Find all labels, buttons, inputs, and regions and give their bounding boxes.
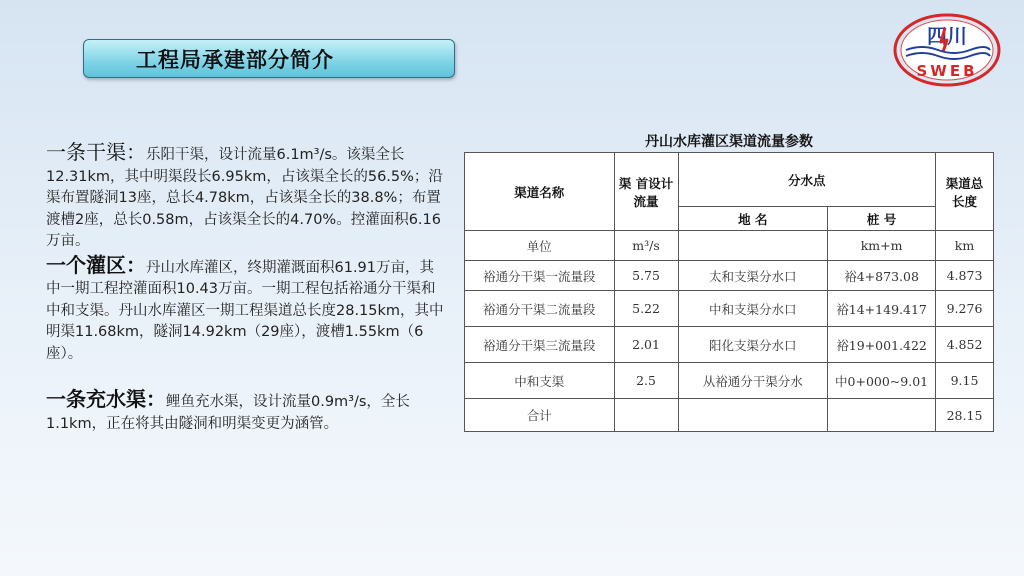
row-place-cell: 中和支渠分水口 (678, 291, 828, 327)
water-filling-canal-paragraph (46, 389, 448, 435)
row-flow-cell: 2.01 (614, 327, 678, 363)
page-title: 工程局承建部分简介 (136, 47, 334, 72)
row-length-cell: 4.873 (936, 261, 994, 291)
row-place-cell: 从裕通分干渠分水 (678, 363, 828, 399)
total-station-cell (828, 399, 936, 432)
total-name-cell: 合计 (465, 399, 615, 432)
table-row (465, 327, 994, 363)
water-filling-canal-heading: 一条充水渠： (46, 387, 166, 411)
col-header-place: 地 名 (678, 207, 828, 231)
unit-label-cell: 单位 (465, 231, 615, 261)
table-total-row (465, 399, 994, 432)
col-header-name: 渠道名称 (465, 153, 615, 231)
total-length-cell: 28.15 (936, 399, 994, 432)
row-length-cell: 9.276 (936, 291, 994, 327)
row-place-cell: 阳化支渠分水口 (678, 327, 828, 363)
table-row (465, 363, 994, 399)
table-row (465, 261, 994, 291)
unit-place-cell (678, 231, 828, 261)
irrigation-area-heading: 一个灌区： (46, 252, 146, 277)
row-place-cell: 太和支渠分水口 (678, 261, 828, 291)
total-flow-cell (614, 399, 678, 432)
table-unit-row (465, 231, 994, 261)
row-length-cell: 9.15 (936, 363, 994, 399)
canal-flow-table (464, 152, 994, 432)
col-header-flow: 渠 首设计流量 (614, 153, 678, 231)
table-row (465, 291, 994, 327)
main-canal-paragraph (46, 142, 448, 253)
project-description (46, 142, 448, 435)
row-flow-cell: 5.22 (614, 291, 678, 327)
unit-flow-cell: m³/s (614, 231, 678, 261)
unit-length-cell: km (936, 231, 994, 261)
table-header-row (465, 153, 994, 207)
row-station-cell: 裕4+873.08 (828, 261, 936, 291)
unit-station-cell: km+m (828, 231, 936, 261)
row-station-cell: 中0+000~9.01 (828, 363, 936, 399)
table-title: 丹山水库灌区渠道流量参数 (645, 134, 813, 150)
logo-bottom-text: SWEB (916, 62, 978, 80)
row-flow-cell: 2.5 (614, 363, 678, 399)
irrigation-area-text: 丹山水库灌区，终期灌溉面积61.91万亩，其中一期工程控灌面积10.43万亩。一期工程包括裕通分干渠和中和支渠。丹山水库灌区一期工程渠道总长度28.15km，其中明渠11.68km，隧洞14.92km（29座），渡槽1.55km（6座）。 (46, 259, 444, 362)
col-header-split-point: 分水点 (678, 153, 936, 207)
col-header-length: 渠道总长度 (936, 153, 994, 231)
row-name-cell: 裕通分干渠二流量段 (465, 291, 615, 327)
section-title-banner (83, 39, 455, 78)
row-station-cell: 裕19+001.422 (828, 327, 936, 363)
row-name-cell: 中和支渠 (465, 363, 615, 399)
main-canal-text: 乐阳干渠，设计流量6.1m³/s。该渠全长12.31km，其中明渠段长6.95km，占该渠全长的56.5%；沿渠布置隧洞13座，总长4.78km，占该渠全长的38.8%；布置渡槽2座，总长0.58m，占该渠全长的4.70%。控灌面积6.16万亩。 (46, 147, 443, 249)
irrigation-area-paragraph (46, 252, 448, 366)
water-filling-canal-text: 鲤鱼充水渠，设计流量0.9m³/s，全长1.1km，正在将其由隧洞和明渠变更为涵管。 (46, 394, 410, 432)
row-flow-cell: 5.75 (614, 261, 678, 291)
total-place-cell (678, 399, 828, 432)
col-header-station: 桩 号 (828, 207, 936, 231)
row-name-cell: 裕通分干渠三流量段 (465, 327, 615, 363)
company-logo (892, 12, 1002, 88)
row-name-cell: 裕通分干渠一流量段 (465, 261, 615, 291)
row-station-cell: 裕14+149.417 (828, 291, 936, 327)
logo-top-text: 四川 (927, 24, 967, 48)
row-length-cell: 4.852 (936, 327, 994, 363)
main-canal-heading: 一条干渠： (46, 140, 146, 164)
